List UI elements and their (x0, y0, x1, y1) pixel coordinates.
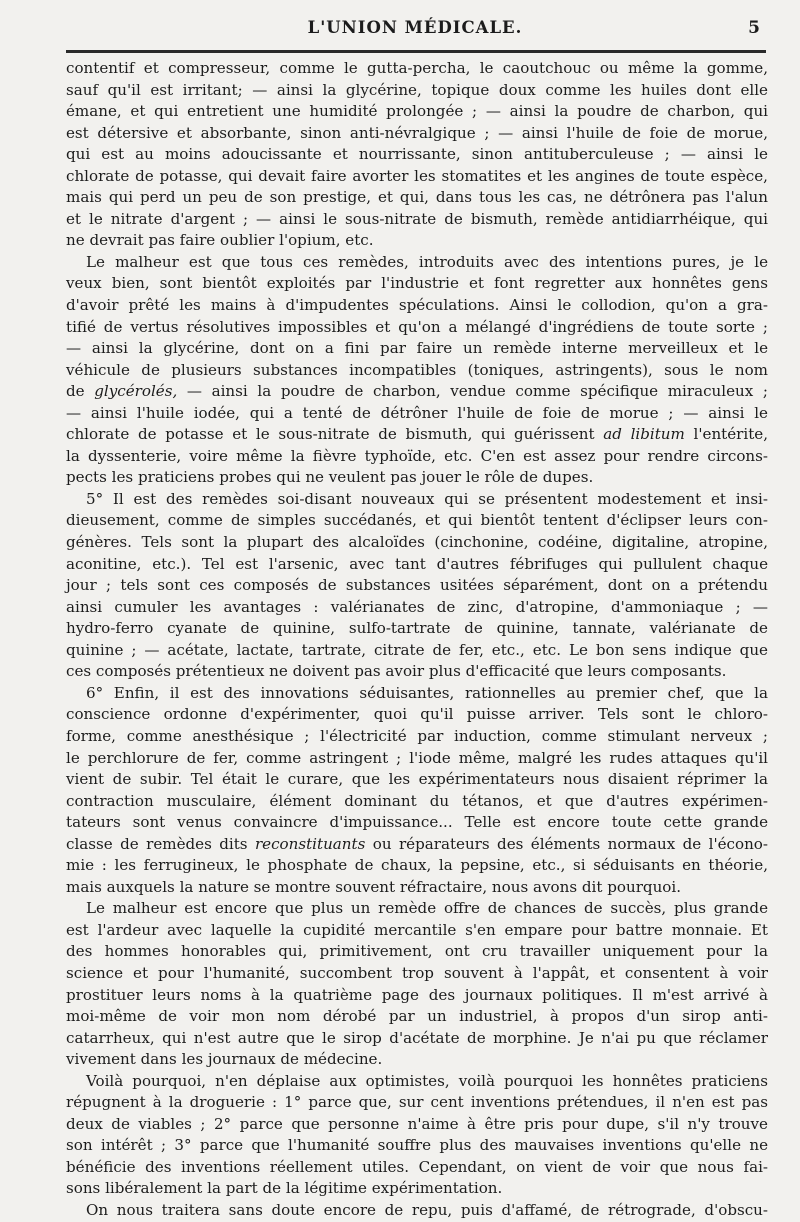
text-line: 5° Il est des remèdes soi-disant nouveaux qui se présentent modestement et insi- (86, 489, 768, 508)
text-line: deux de viables ; 2° parce que personne n'aime à être pris pour dupe, s'il n'y trouve (66, 1114, 768, 1133)
text-line (66, 381, 768, 403)
text-line: contraction musculaire, élément dominant du tétanos, et que d'autres expérimen- (66, 791, 768, 810)
text-line: sons libéralement la part de la légitime expérimentation. (66, 1179, 503, 1198)
running-header (70, 18, 760, 44)
text-line: est détersive et absorbante, sinon anti-névralgique ; — ainsi l'huile de foie de morue, (66, 123, 768, 142)
italic-term: ad libitum (603, 425, 685, 444)
header-rule (66, 50, 766, 53)
text-line: pects les praticiens probes qui ne veulent pas jouer le rôle de dupes. (66, 468, 594, 487)
text-line: et le nitrate d'argent ; — ainsi le sous-nitrate de bismuth, remède antidiarrhéique, qui (66, 209, 768, 228)
text-line: contentif et compresseur, comme le gutta-percha, le caoutchouc ou même la gomme, (66, 59, 768, 77)
text-line: conscience ordonne d'expérimenter, quoi qu'il puisse arriver. Tels sont le chloro- (66, 705, 768, 724)
text-line: répugnent à la droguerie : 1° parce que, sur cent inventions prétendues, il n'en est pas (66, 1093, 768, 1112)
text-segment: classe de remèdes dits (66, 834, 255, 853)
text-line: veux bien, sont bientôt exploités par l'industrie et font regretter aux honnêtes gens (66, 274, 768, 293)
text-segment: l'entérite, (684, 425, 769, 444)
text-line: des hommes honorables qui, primitivement, ont cru travailler uniquement pour la (66, 942, 768, 961)
italic-term: reconstituants (254, 834, 366, 853)
text-line: tifié de vertus résolutives impossibles et qu'on a mélangé d'ingrédiens de toute sorte ; (66, 317, 768, 336)
journal-title: L'UNION MÉDICALE. (307, 18, 523, 37)
text-line: Le malheur est encore que plus un remède offre de chances de succès, plus grande (86, 899, 768, 918)
text-line: véhicule de plusieurs substances incompatibles (toniques, astringents), sous le nom (66, 360, 768, 379)
text-line: catarrheux, qui n'est autre que le sirop d'acétate de morphine. Je n'ai pu que réclamer (66, 1028, 768, 1047)
italic-term: glycérolés, (94, 382, 178, 401)
text-line: sauf qu'il est irritant; — ainsi la glycérine, topique doux comme les huiles dont elle (66, 80, 768, 99)
text-line: prostituer leurs noms à la quatrième page des journaux politiques. Il m'est arrivé à (66, 985, 768, 1004)
text-line (66, 424, 768, 446)
text-line: hydro-ferro cyanate de quinine, sulfo-tartrate de quinine, tannate, valérianate de (66, 619, 768, 638)
text-segment: chlorate de potasse et le sous-nitrate de bismuth, qui guérissent (66, 425, 604, 444)
text-line: mais auxquels la nature se montre souvent réfractaire, nous avons dit pourquoi. (66, 877, 682, 896)
text-segment: — ainsi la poudre de charbon, vendue comme spécifique miraculeux ; (177, 382, 768, 401)
text-line: — ainsi l'huile iodée, qui a tenté de détrôner l'huile de foie de morue ; — ainsi le (66, 403, 768, 422)
text-line: ainsi cumuler les avantages : valérianates de zinc, d'atropine, d'ammoniaque ; — (66, 597, 768, 616)
text-segment: ou réparateurs des éléments normaux de l'écono- (365, 834, 768, 853)
text-line: vivement dans les journaux de médecine. (66, 1050, 383, 1069)
text-line: quinine ; — acétate, lactate, tartrate, citrate de fer, etc., etc. Le bon sens indique que (66, 640, 768, 659)
text-line: qui est au moins adoucissante et nourrissante, sinon antituberculeuse ; — ainsi le (66, 145, 768, 164)
text-line: moi-même de voir mon nom dérobé par un industriel, à propos d'un sirop anti- (66, 1007, 768, 1026)
text-line: jour ; tels sont ces composés de substances usitées séparément, dont on a prétendu (66, 576, 768, 595)
page-number: 5 (748, 18, 760, 38)
text-line (66, 834, 768, 856)
text-line: — ainsi la glycérine, dont on a fini par faire un remède interne merveilleux et le (66, 339, 768, 358)
text-line: forme, comme anesthésique ; l'électricité par induction, comme stimulant nerveux ; (66, 726, 768, 745)
text-line: tateurs sont venus convaincre d'impuissance... Telle est encore toute cette grande (66, 813, 768, 832)
text-line: mais qui perd un peu de son prestige, et qui, dans tous les cas, ne détrônera pas l'alun (66, 188, 768, 207)
text-line: aconitine, etc.). Tel est l'arsenic, avec tant d'autres fébrifuges qui pullulent chaque (66, 554, 768, 573)
text-line: On nous traitera sans doute encore de repu, puis d'affamé, de rétrograde, d'obscu- (86, 1200, 768, 1219)
text-line: Le malheur est que tous ces remèdes, introduits avec des intentions pures, je le (86, 252, 768, 271)
text-line: émane, et qui entretient une humidité prolongée ; — ainsi la poudre de charbon, qui (66, 102, 768, 121)
text-line: chlorate de potasse, qui devait faire avorter les stomatites et les angines de toute espèce, (66, 166, 768, 185)
text-line: génères. Tels sont la plupart des alcaloïdes (cinchonine, codéine, digitaline, atropine, (66, 533, 768, 552)
text-line: science et pour l'humanité, succombent trop souvent à l'appât, et consentent à voir (66, 963, 768, 982)
text-line: ne devrait pas faire oublier l'opium, etc. (66, 231, 374, 250)
text-line: ces composés prétentieux ne doivent pas avoir plus d'efficacité que leurs composants. (66, 662, 727, 681)
text-line: le perchlorure de fer, comme astringent ; l'iode même, malgré les rudes attaques qu'il (66, 748, 768, 767)
text-segment: de (66, 382, 95, 401)
text-line: Voilà pourquoi, n'en déplaise aux optimistes, voilà pourquoi les honnêtes praticiens (86, 1071, 768, 1090)
text-line: dieusement, comme de simples succédanés, et qui bientôt tentent d'éclipser leurs con- (66, 511, 768, 530)
text-line: la dyssenterie, voire même la fièvre typhoïde, etc. C'en est assez pour rendre circons- (66, 446, 768, 465)
text-line: est l'ardeur avec laquelle la cupidité mercantile s'en empare pour battre monnaie. Et (66, 920, 768, 939)
text-line: d'avoir prêté les mains à d'impudentes spéculations. Ainsi le collodion, qu'on a gra- (66, 296, 768, 315)
text-line: son intérêt ; 3° parce que l'humanité souffre plus des mauvaises inventions qu'elle ne (66, 1136, 768, 1155)
text-line: mie : les ferrugineux, le phosphate de chaux, la pepsine, etc., si séduisants en théorie, (66, 856, 768, 875)
body-text (66, 58, 768, 1222)
text-line: 6° Enfin, il est des innovations séduisantes, rationnelles au premier chef, que la (86, 683, 768, 702)
text-line: vient de subir. Tel était le curare, que les expérimentateurs nous disaient réprimer la (66, 770, 768, 789)
text-line: bénéficie des inventions réellement utiles. Cependant, on vient de voir que nous fai- (66, 1157, 768, 1176)
